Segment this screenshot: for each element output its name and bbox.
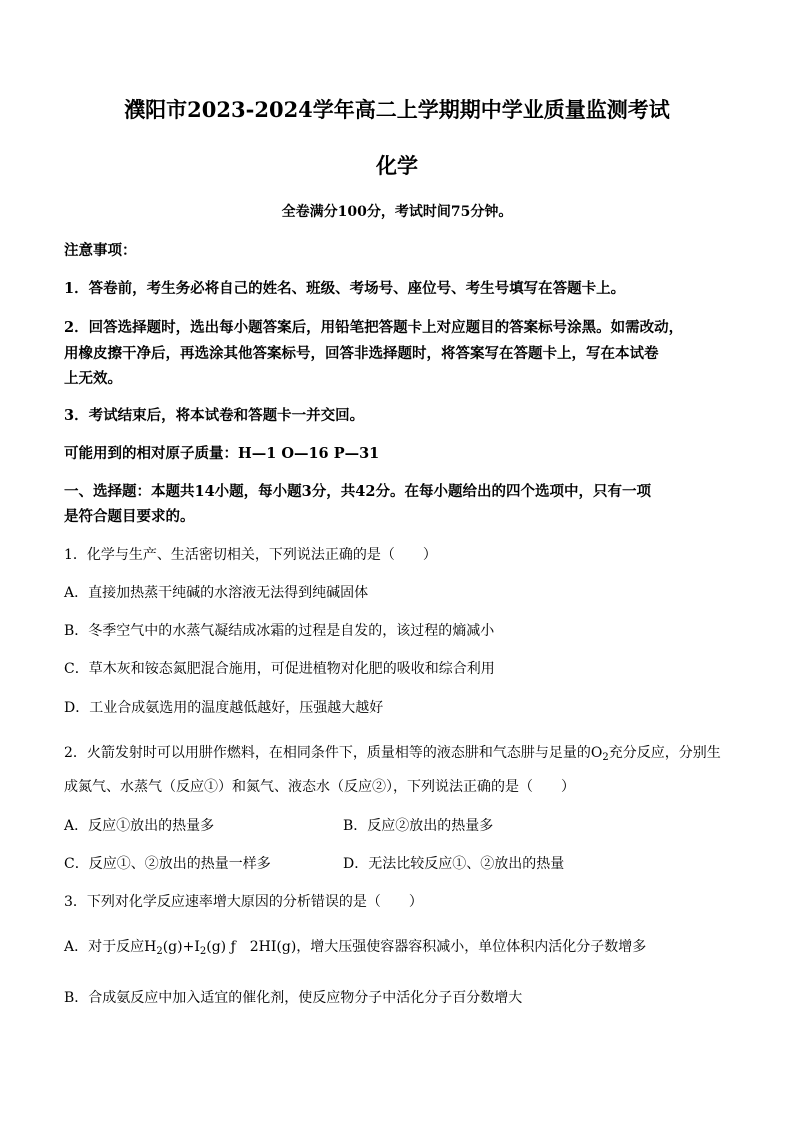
question-1-option-d: D．工业合成氨选用的温度越低越好，压强越大越好 — [64, 700, 384, 716]
q3a-sub-2: 2 — [199, 946, 207, 957]
subject-title: 化学 — [376, 153, 418, 178]
note-item-3: 3．考试结束后，将本试卷和答题卡一并交回。 — [64, 407, 365, 424]
q3a-text-3: (g) ƒ 2HI(g) — [206, 939, 297, 955]
question-2-option-d: D．无法比较反应①、②放出的热量 — [343, 856, 565, 872]
question-2-stem-cont: 成氮气、水蒸气（反应①）和氮气、液态水（反应②），下列说法正确的是（ ） — [64, 779, 575, 795]
note-item-2-cont: 用橡皮擦干净后，再选涂其他答案标号，回答非选择题时，将答案写在答题卡上，写在本试卷 — [64, 345, 659, 362]
q3a-text-1: A．对于反应H — [64, 939, 157, 955]
note-item-2: 2．回答选择题时，选出每小题答案后，用铅笔把答题卡上对应题目的答案标号涂黑。如需改动， — [64, 319, 684, 336]
q3a-text-4: ，增大压强使容器容积减小，单位体积内活化分子数增多 — [296, 939, 647, 955]
section1-heading-cont: 是符合题目要求的。 — [64, 508, 195, 525]
atomic-mass-line: 可能用到的相对原子质量：H—1 O—16 P—31 — [64, 445, 380, 462]
question-3-option-b: B．合成氨反应中加入适宜的催化剂，使反应物分子中活化分子百分数增大 — [64, 990, 523, 1006]
section1-heading: 一、选择题：本题共14小题，每小题3分，共42分。在每小题给出的四个选项中，只有一项 — [64, 483, 651, 500]
notes-heading: 注意事项： — [64, 242, 137, 259]
question-1-option-a: A．直接加热蒸干纯碱的水溶液无法得到纯碱固体 — [64, 585, 369, 601]
question-3-stem: 3．下列对化学反应速率增大原因的分析错误的是（ ） — [64, 894, 423, 910]
note-item-2-end: 上无效。 — [64, 370, 122, 387]
exam-info: 全卷满分100分，考试时间75分钟。 — [281, 204, 513, 220]
question-1-stem: 1．化学与生产、生活密切相关，下列说法正确的是（ ） — [64, 547, 437, 563]
q3a-sub-1: 2 — [156, 946, 163, 957]
question-2-stem-part-b: 充分反应，分别生 — [608, 745, 721, 761]
question-1-option-b: B．冬季空气中的水蒸气凝结成冰霜的过程是自发的，该过程的熵减小 — [64, 623, 495, 639]
question-2-option-a: A．反应①放出的热量多 — [64, 818, 215, 834]
question-2-stem-part-a: 2．火箭发射时可以用肼作燃料，在相同条件下，质量相等的液态肼和气态肼与足量的O — [64, 745, 603, 761]
question-3-option-a — [64, 936, 646, 957]
question-2-stem-subscript: 2 — [602, 752, 609, 763]
question-2-option-c: C．反应①、②放出的热量一样多 — [64, 856, 271, 872]
question-2-option-b: B．反应②放出的热量多 — [343, 818, 494, 834]
note-item-1: 1．答卷前，考生务必将自己的姓名、班级、考场号、座位号、考生号填写在答题卡上。 — [64, 280, 626, 297]
question-2-stem — [64, 742, 721, 763]
q3a-text-2: (g)+I — [162, 939, 200, 955]
exam-title: 濮阳市2023-2024学年高二上学期期中学业质量监测考试 — [124, 97, 670, 122]
question-1-option-c: C．草木灰和铵态氮肥混合施用，可促进植物对化肥的吸收和综合利用 — [64, 661, 495, 677]
